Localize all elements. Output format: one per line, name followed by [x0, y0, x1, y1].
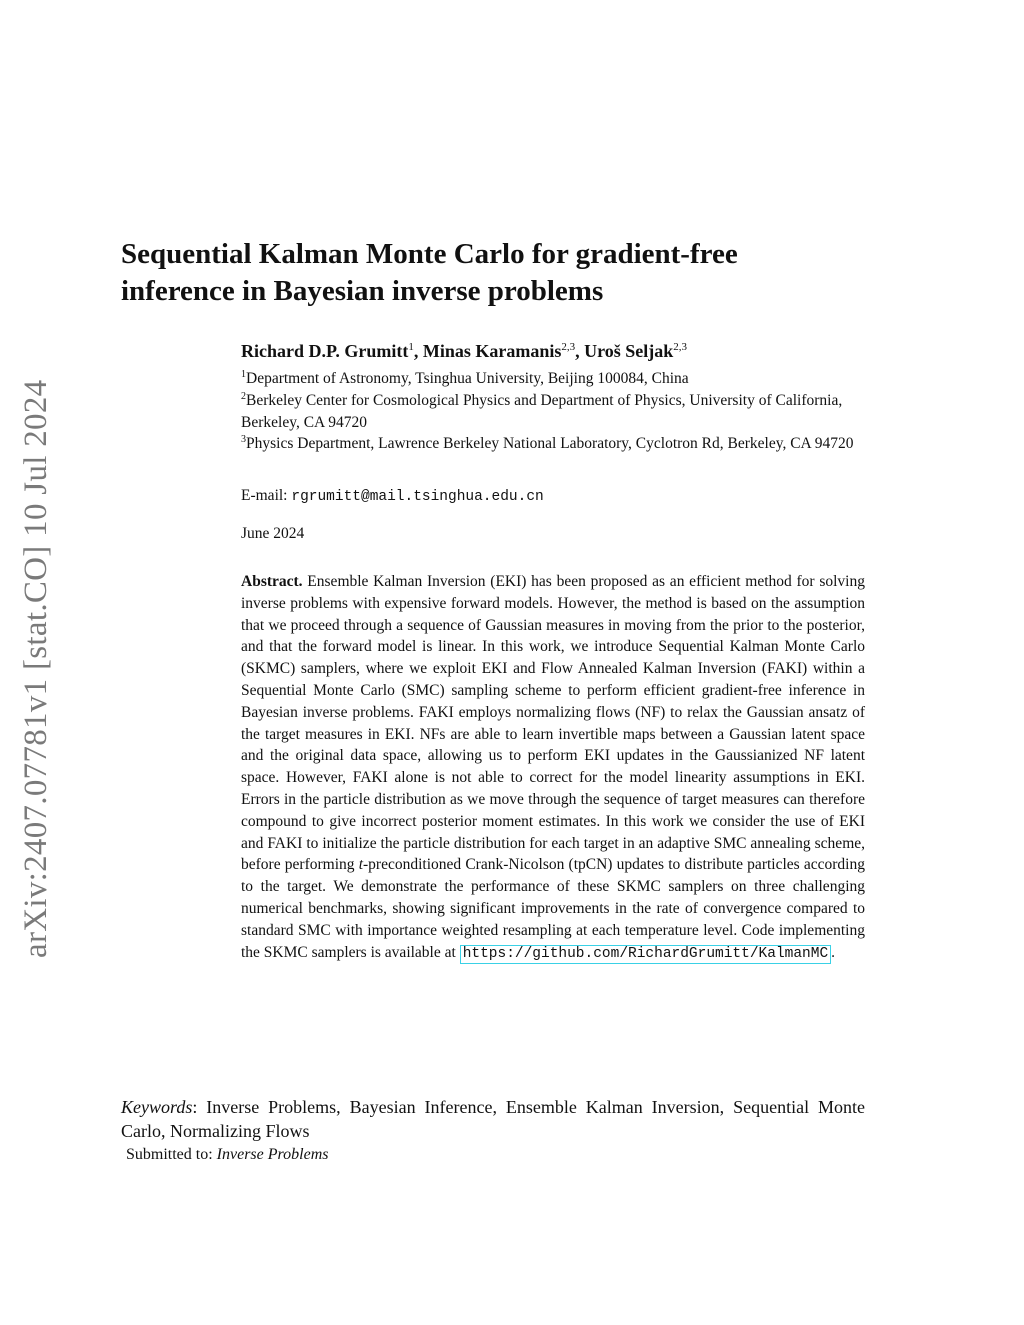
title-line: Sequential Kalman Monte Carlo for gradient-free — [121, 238, 738, 270]
email-line — [241, 485, 881, 508]
keywords — [121, 1096, 865, 1143]
paper-title — [121, 236, 881, 310]
author-sep: , — [575, 341, 585, 361]
abstract — [241, 571, 865, 964]
email-label: E-mail: — [241, 487, 292, 504]
author-affil-ref: 2,3 — [673, 341, 688, 353]
journal-name: Inverse Problems — [216, 1146, 329, 1163]
email-address[interactable]: rgrumitt@mail.tsinghua.edu.cn — [291, 489, 544, 505]
author-name: Uroš Seljak — [584, 341, 674, 361]
title-line: inference in Bayesian inverse problems — [121, 275, 604, 307]
author-affil-ref: 2,3 — [561, 341, 576, 353]
author-affil-ref: 1 — [408, 341, 414, 353]
submitted-to — [126, 1144, 329, 1165]
affiliation-text: Department of Astronomy, Tsinghua University, Beijing 100084, China — [246, 370, 689, 387]
affiliation — [241, 368, 881, 390]
affiliation-text: Berkeley Center for Cosmological Physics and Department of Physics, University of California, Berkeley, CA 94720 — [241, 391, 843, 431]
submission-date: June 2024 — [241, 525, 305, 542]
abstract-text: Ensemble Kalman Inversion (EKI) has been proposed as an efficient method for solving inverse problems with expensive forward models. However, the method is based on the assumption that we proceed through a sequence of Gaussian measures in moving from the prior to the posterior, and that the forward model is linear. In this work, we introduce Sequential Kalman Monte Carlo (SKMC) samplers, where we exploit EKI and Flow Annealed Kalman Inversion (FAKI) within a Sequential Monte Carlo (SMC) sampling scheme to perform efficient gradient-free inference in Bayesian inverse problems. FAKI employs normalizing flows (NF) to relax the Gaussian ansatz of the target measures in EKI. NFs are able to learn invertible maps between a Gaussian latent space and the original data space, allowing us to perform EKI updates in the Gaussianized NF latent space. However, FAKI alone is not able to correct for the model linearity assumptions in EKI. Errors in the particle distribution as we move through the sequence of target measures can therefore compound to give incorrect posterior moment estimates. In this work we consider the use of EKI and FAKI to initialize the particle distribution for each target in an adaptive SMC annealing scheme, before performing — [241, 573, 865, 874]
author-list — [241, 339, 881, 363]
abstract-label: Abstract. — [241, 573, 303, 590]
author-name: Richard D.P. Grumitt — [241, 341, 409, 361]
code-repository-link[interactable]: https://github.com/RichardGrumitt/KalmanMC — [460, 945, 831, 964]
submitted-label: Submitted to: — [126, 1146, 217, 1163]
abstract-text: -preconditioned Crank-Nicolson (tpCN) updates to distribute particles according to the target. We demonstrate the performance of these SKMC samplers on three challenging numerical benchmarks, showing significant improvements in the rate of convergence compared to standard SMC with importance weighted resampling at each temperature level. Code implementing the SKMC samplers is available at — [241, 856, 865, 961]
affiliation-text: Physics Department, Lawrence Berkeley National Laboratory, Cyclotron Rd, Berkeley, CA 94720 — [246, 435, 854, 453]
affiliation-list — [241, 368, 881, 455]
affiliation-number: 3 — [241, 434, 246, 446]
affiliation — [241, 390, 881, 434]
author-sep: , — [413, 341, 423, 361]
arxiv-identifier: arXiv:2407.07781v1 [stat.CO] 10 Jul 2024 — [18, 379, 54, 958]
keywords-label: Keywords — [121, 1097, 193, 1117]
abstract-t-symbol: t — [358, 856, 364, 874]
keywords-text: : Inverse Problems, Bayesian Inference, Ensemble Kalman Inversion, Sequential Monte Carlo, Normalizing Flows — [121, 1097, 865, 1141]
affiliation-number: 2 — [241, 390, 246, 402]
abstract-end: . — [831, 943, 836, 961]
affiliation — [241, 433, 881, 455]
affiliation-number: 1 — [241, 369, 246, 380]
author-name: Minas Karamanis — [422, 341, 562, 361]
